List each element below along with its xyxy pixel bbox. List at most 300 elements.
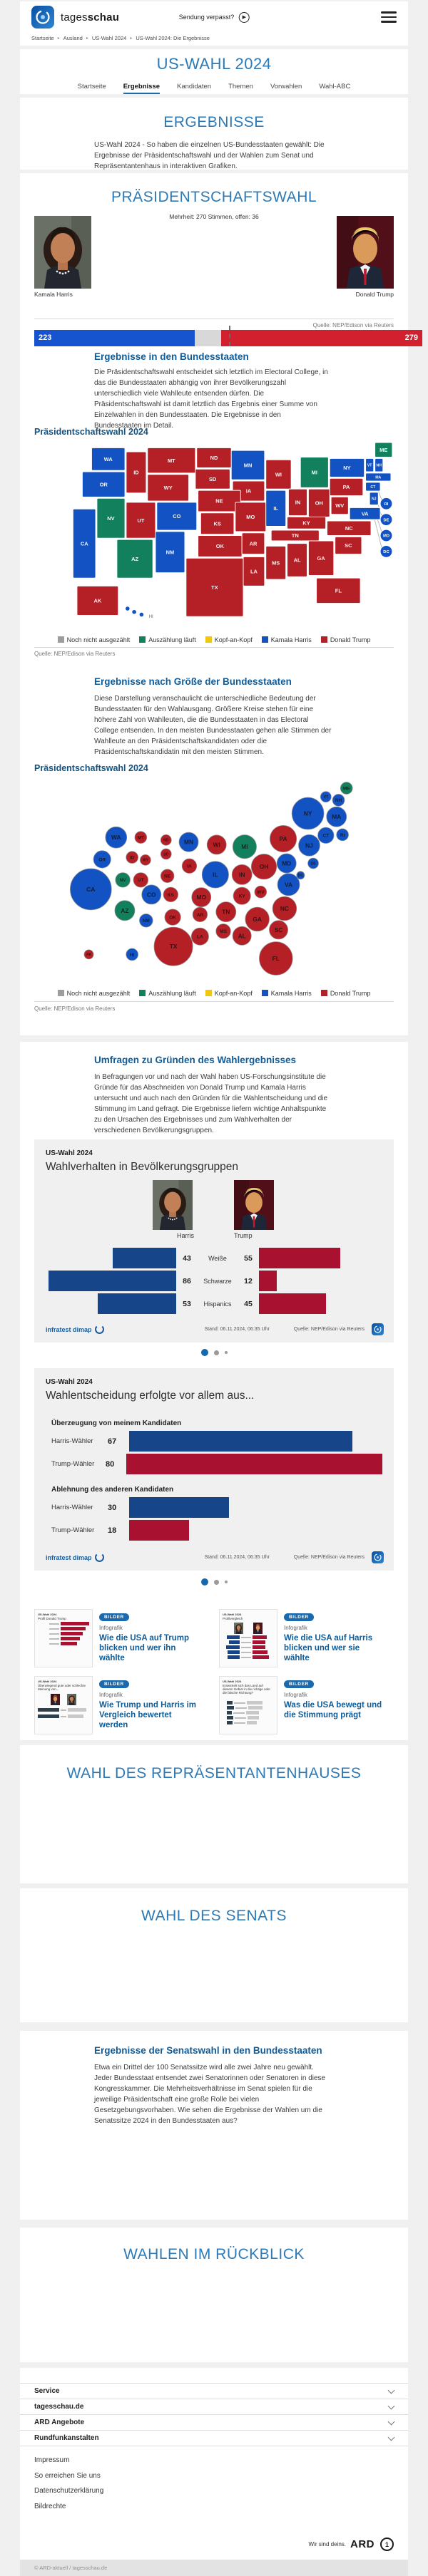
tab-vorwahlen[interactable]: Vorwahlen [270,83,302,90]
svg-text:TX: TX [211,584,218,591]
infographic-title: Wahlentscheidung erfolgte vor allem aus... [46,1390,255,1402]
legend-swatch [205,636,212,643]
senatswahl-heading[interactable]: Ergebnisse der Senatswahl in den Bundesstaaten [94,2045,322,2056]
svg-text:OK: OK [215,543,224,550]
teaser-title[interactable]: Wie Trump und Harris im Vergleich bewertet werden [99,1701,197,1729]
breadcrumb-item[interactable]: Startseite [31,35,54,41]
svg-text:IN: IN [239,871,245,879]
harris-bar [98,1293,176,1314]
menu-icon[interactable] [381,11,397,22]
svg-text:NH: NH [376,463,382,468]
teaser-kicker: Infografik [99,1692,123,1698]
svg-text:LA: LA [197,934,203,940]
tab-ergebnisse[interactable]: Ergebnisse [123,83,160,94]
divider [34,647,394,648]
value-bar [129,1431,352,1452]
infographic-wahlentscheidung [34,1368,394,1571]
row-value: 18 [108,1526,117,1535]
bilder-badge: BILDER [284,1680,314,1688]
harris-value: 86 [183,1276,191,1286]
infographic-kicker: US-Wahl 2024 [46,1149,93,1157]
svg-text:OR: OR [98,857,106,863]
breadcrumb-item[interactable]: Ausland [63,35,83,41]
svg-text:RI: RI [340,832,345,838]
svg-text:LA: LA [250,568,258,575]
svg-text:TN: TN [291,532,299,539]
legend-item: Kopf-an-Kopf [205,990,253,997]
carousel-dots [20,1349,408,1356]
tagesschau-mini-icon [372,1551,384,1563]
svg-text:WV: WV [335,502,345,509]
donut-icon [95,1553,104,1562]
candidate-harris [34,216,91,298]
svg-text:UT: UT [137,517,145,524]
legend-swatch [58,990,64,996]
svg-text:MA: MA [332,813,342,821]
trump-bar [259,1271,277,1291]
svg-text:PA: PA [342,484,350,491]
section-praesidentschaftswahl [20,173,418,1035]
infographic-title: Wahlverhalten in Bevölkerungsgruppen [46,1161,238,1173]
teaser-card-4[interactable] [219,1676,394,1734]
demographic-bars [46,1248,382,1316]
svg-text:KY: KY [302,519,310,527]
harris-bar [49,1271,176,1291]
svg-text:MI: MI [311,469,317,476]
footer-accordion-service[interactable] [20,2383,408,2399]
harris-value: 53 [183,1299,191,1308]
divider [34,1001,394,1002]
svg-text:KY: KY [238,894,245,899]
teaser-thumbnail: US-Wahl 2024 Profil Donald Trump [34,1609,93,1667]
svg-text:PA: PA [279,835,287,843]
legend-item: Auszählung läuft [139,636,196,643]
senat-heading: WAHL DES SENATS [141,1908,287,1924]
svg-text:HI: HI [129,952,135,958]
svg-text:MT: MT [167,457,175,464]
svg-text:AK: AK [93,597,102,604]
svg-text:MO: MO [196,894,207,901]
svg-text:NV: NV [107,514,115,522]
svg-text:GA: GA [317,554,325,562]
svg-text:WA: WA [103,455,113,462]
svg-text:SD: SD [208,475,217,482]
teaser-thumbnail: US-Wahl 2024 Entwickelt sich das Land auf diesem Gebiet in die richtige oder die falsche Richtung? [219,1676,277,1734]
decision-row [46,1520,382,1541]
section-senatswahl [20,2031,408,2220]
infographic-wahlverhalten [34,1139,394,1343]
row-label: Harris-Wähler [51,1504,93,1511]
footer-accordion-rundfunkanstalten[interactable] [20,2430,408,2446]
trump-photo-small [234,1180,274,1230]
size-text: Diese Darstellung veranschaulicht die unterschiedliche Bedeutung der Bundesstaaten für den Wahlausgang. Größere Kreise stehen für eine höhere Zahl von Wahlleuten, die die Bundesstaaten in das Electoral College entsenden. In den meisten Bundesstaaten gehen alle Stimmen der Wahlleute an den Präsidentschaftskandidaten oder die Präsidentschaftskandidatin mit den meisten Stimmen. [94,695,332,756]
svg-text:ID: ID [133,469,139,476]
tab-themen[interactable]: Themen [228,83,253,90]
teaser-thumbnail: US-Wahl 2024 Überwiegend gute oder schlechte Meinung von... [34,1676,93,1734]
open-bar-segment [195,330,220,346]
accordion-label: Rundfunkanstalten [34,2434,99,2442]
tagesschau-mini-icon [372,1323,384,1335]
trump-value: 45 [244,1299,253,1308]
play-icon: ▶ [238,12,249,23]
svg-text:VA: VA [285,881,293,889]
svg-text:IL: IL [213,871,218,879]
value-bar [126,1454,382,1474]
header [20,1,408,46]
svg-text:SC: SC [345,542,352,549]
demographic-row [46,1271,382,1291]
tab-bar [20,83,408,94]
svg-text:WY: WY [142,858,148,863]
accordion-label: ARD Angebote [34,2419,85,2426]
group-title: Überzeugung von meinem Kandidaten [51,1419,182,1427]
us-states-choropleth-map[interactable] [34,443,394,623]
svg-text:KS: KS [167,892,174,898]
svg-text:CO: CO [173,513,181,520]
svg-text:SC: SC [274,926,283,933]
trump-bar [259,1293,326,1314]
ard-claim: Wir sind deins. [308,2541,346,2547]
teaser-kicker: Infografik [99,1625,123,1631]
footer-accordion-ard-angebote[interactable] [20,2414,408,2430]
svg-text:NV: NV [119,878,126,884]
svg-text:IN: IN [295,499,301,506]
svg-text:AK: AK [86,953,92,958]
source-note: Quelle: NEP/Edison via Reuters [34,1005,116,1012]
svg-text:VT: VT [323,795,329,800]
legend-item: Noch nicht ausgezählt [58,990,131,997]
harris-bar [113,1248,176,1268]
footer-link[interactable]: So erreichen Sie uns [34,2471,101,2480]
group-title: Ablehnung des anderen Kandidaten [51,1486,174,1494]
section-senat [20,1888,408,2022]
decision-row [46,1497,382,1518]
svg-text:VT: VT [367,463,372,468]
trump-photo [337,216,394,289]
svg-text:TX: TX [169,943,178,951]
svg-text:AL: AL [238,932,246,940]
svg-text:MI: MI [241,843,248,851]
praesidentschaftswahl-heading: PRÄSIDENTSCHAFTSWAHL [111,189,317,205]
svg-text:NY: NY [343,465,351,472]
footer-link[interactable]: Datenschutzerklärung [34,2487,104,2495]
teaser-card-2[interactable] [219,1609,394,1667]
svg-text:NE: NE [215,497,223,505]
row-label: Schwarze [203,1277,232,1285]
svg-text:NC: NC [280,905,289,913]
svg-text:OR: OR [99,481,108,488]
trump-bar-segment [221,330,422,346]
accordion-label: tagesschau.de [34,2403,84,2411]
svg-text:NE: NE [164,874,171,879]
us-states-bubble-map[interactable] [34,779,394,982]
svg-text:WY: WY [163,485,173,492]
majority-note: Mehrheit: 270 Stimmen, offen: 36 [169,213,259,220]
trump-bar [259,1248,340,1268]
infographic-footer [46,1323,384,1335]
legend-swatch [205,990,212,996]
svg-text:NY: NY [303,809,312,817]
row-value: 30 [108,1503,117,1512]
teaser-title[interactable]: Was die USA bewegt und die Stimmung prägt [284,1701,382,1719]
stand-note: Stand: 06.11.2024, 06:35 Uhr [204,1327,270,1332]
harris-name: Kamala Harris [34,291,73,298]
breadcrumb-separator: ▸ [86,36,88,41]
row-label: Weiße [208,1254,227,1262]
legend-item: Donald Trump [321,990,371,997]
bilder-badge: BILDER [284,1613,314,1621]
carousel-dot-active[interactable] [201,1578,208,1586]
svg-text:IA: IA [245,487,252,495]
legend-item: Noch nicht ausgezählt [58,636,131,643]
svg-text:AZ: AZ [131,555,139,562]
bubble-legend [20,990,408,997]
legend-item: Donald Trump [321,636,371,643]
section-repraesentantenhaus [20,1745,408,1883]
title-section [20,49,408,94]
svg-text:HI: HI [148,615,153,619]
repraesentantenhaus-heading: WAHL DES REPRÄSENTANTENHAUSES [66,1765,362,1781]
breadcrumb-item[interactable]: US-Wahl 2024: Die Ergebnisse [136,35,210,41]
brand-schau: schau [87,11,120,24]
svg-text:NC: NC [345,524,353,532]
source-note: Quelle: NEP/Edison via Reuters [34,651,116,657]
rueckblick-heading: WAHLEN IM RÜCKBLICK [123,2246,305,2262]
header-bar [20,1,408,33]
teaser-card-1[interactable] [34,1609,209,1667]
section-rueckblick [20,2228,408,2362]
chevron-down-icon [388,2433,395,2441]
svg-text:CT: CT [322,833,330,839]
demographic-row [46,1248,382,1268]
size-subheading[interactable]: Ergebnisse nach Größe der Bundesstaaten [94,676,292,687]
svg-text:ND: ND [210,455,218,462]
svg-text:OH: OH [315,500,323,507]
harris-photo [34,216,91,289]
section-umfragen [20,1042,408,1740]
footer-links [20,2453,408,2514]
infographic-kicker: US-Wahl 2024 [46,1378,93,1386]
teaser-title[interactable]: Wie die USA auf Trump blicken und wer ihn wählte [99,1634,189,1662]
quelle-note: Quelle: NEP/Edison via Reuters [293,1327,365,1332]
svg-text:AR: AR [249,540,258,547]
trump-votes: 279 [404,333,418,342]
candidate-trump [337,216,394,298]
decision-row [46,1454,382,1474]
legend-item: Kamala Harris [262,636,312,643]
legend-swatch [262,636,268,643]
footer-accordion-tagesschau-de[interactable] [20,2399,408,2414]
trump-value: 55 [244,1253,253,1263]
sendung-label: Sendung verpasst? [178,14,235,21]
legend-swatch [262,990,268,996]
svg-text:DE: DE [310,862,316,867]
svg-text:NM: NM [142,919,150,924]
states-text: Die Präsidentschaftswahl entscheidet sich letztlich im Electoral College, in das die Bundesstaaten abhängig von ihrer Bevölkerungszahl unterschiedlich viele Wahlleute entsenden dürfen. Die Präsidentschaftswahl ist damit letztlich das Ergebnis einer Summe von Einzelwahlen in den Bundesstaaten. Die Ergebnisse in den Bundesstaaten im Detail. [94,368,328,430]
donut-icon [95,1325,104,1334]
carousel-dot-active[interactable] [201,1349,208,1356]
infographic-footer [46,1551,384,1563]
tagesschau-logo-icon[interactable] [31,6,54,29]
brand-wordmark[interactable] [61,11,119,24]
infratest-dimap-logo: infratest dimap [46,1325,104,1334]
svg-text:AZ: AZ [121,906,129,914]
svg-text:DE: DE [383,518,389,523]
svg-text:GA: GA [253,915,262,923]
legend-swatch [58,636,64,643]
svg-text:NJ: NJ [305,842,313,849]
svg-text:IL: IL [273,505,279,512]
svg-text:IA: IA [187,864,192,869]
carousel-dot[interactable] [225,1581,228,1583]
svg-text:AR: AR [196,912,204,918]
svg-text:CT: CT [370,485,376,490]
svg-text:NJ: NJ [371,497,377,502]
quelle-note: Quelle: NEP/Edison via Reuters [293,1555,365,1560]
svg-text:CA: CA [86,885,96,893]
copyright-bar: © ARD-aktuell / tagesschau.de [20,2560,408,2576]
footer-link[interactable]: Impressum [34,2456,70,2464]
teaser-thumbnail: US-Wahl 2024 Profilvergleich [219,1609,277,1667]
row-label: Trump-Wähler [51,1526,95,1534]
section-ergebnisse [20,98,408,170]
column-label-harris: Harris [177,1232,194,1239]
accordion-label: Service [34,2387,60,2395]
svg-text:MO: MO [246,514,255,521]
teaser-kicker: Infografik [284,1625,307,1631]
legend-item: Kamala Harris [262,990,312,997]
decision-row [46,1431,382,1452]
svg-text:MD: MD [282,859,292,867]
umfragen-text: In Befragungen vor und nach der Wahl haben US-Forschungsinstitute die Gründe für das Abschneiden von Donald Trump und Kamala Harris untersucht und auch nach den Gründen für die Wahlentscheidung und die Stimmung im Land gefragt. Die Ergebnisse liefern wichtige Anhaltspunkte zu den Ursachen des Ergebnisses und zum Wahlverhalten der verschiedenen Bevölkerungsgruppen. [94,1073,328,1134]
svg-text:MN: MN [243,462,253,469]
ergebnisse-text: US-Wahl 2024 - So haben die einzelnen US-Bundesstaaten gewählt: Die Ergebnisse der Präsidentschaftswahl und der Wahlen zum Senat und Repräsentantenhaus in interaktiven Grafiken. [94,141,325,170]
legend-item: Kopf-an-Kopf [205,636,253,643]
source-note: Quelle: NEP/Edison via Reuters [312,322,394,329]
svg-text:DC: DC [297,874,304,879]
legend-swatch [139,990,146,996]
svg-text:WI: WI [213,841,220,849]
legend-swatch [139,636,146,643]
svg-text:FL: FL [335,587,342,594]
majority-marker [229,326,230,346]
legend-item: Auszählung läuft [139,990,196,997]
brand-tages: tages [61,11,88,24]
map-legend [20,636,408,643]
ard-one-icon: 1 [380,2538,394,2551]
states-subheading[interactable]: Ergebnisse in den Bundesstaaten [94,351,249,362]
legend-swatch [321,636,327,643]
breadcrumb-item[interactable]: US-Wahl 2024 [91,35,127,41]
svg-text:OK: OK [169,915,177,921]
svg-text:NM: NM [165,549,175,556]
umfragen-heading[interactable]: Umfragen zu Gründen des Wahlergebnisses [94,1055,297,1065]
svg-text:WA: WA [111,834,121,842]
value-bar [129,1520,189,1541]
svg-text:CA: CA [80,540,88,547]
svg-text:CO: CO [146,891,156,899]
decision-bars [46,1419,382,1543]
teaser-grid [34,1609,394,1734]
row-label: Hispanics [203,1300,232,1308]
carousel-dot[interactable] [225,1351,228,1354]
breadcrumb [20,33,408,41]
svg-text:MD: MD [382,534,389,539]
bubble-chart-label: Präsidentschaftswahl 2024 [34,763,148,773]
teaser-title[interactable]: Wie die USA auf Harris blicken und wer sie wählte [284,1634,373,1662]
svg-text:MT: MT [137,835,145,841]
footer-accordion [20,2383,408,2446]
demographic-row [46,1293,382,1314]
map-chart-label: Präsidentschaftswahl 2024 [34,427,148,437]
row-value: 67 [108,1437,117,1446]
svg-text:VA: VA [361,510,369,517]
trump-name: Donald Trump [355,291,394,298]
carousel-dots [20,1578,408,1586]
column-label-trump: Trump [234,1232,253,1239]
svg-text:NH: NH [335,798,342,804]
chevron-down-icon [388,2418,395,2425]
svg-text:MS: MS [272,559,280,567]
row-value: 80 [105,1459,115,1469]
ard-logo [309,2538,394,2551]
bilder-badge: BILDER [99,1613,129,1621]
breadcrumb-separator: ▸ [130,36,133,41]
harris-value: 43 [183,1253,191,1263]
senatswahl-text: Etwa ein Drittel der 100 Senatssitze wird alle zwei Jahre neu gewählt. Jeder Bundesstaat entsendet zwei Senatorinnen oder Senatoren in diese Kongresskammer. Die Mehrheitsverhältnisse im Senat spielen für die jeweilige Präsidentschaft eine große Rolle bei vielen Gesetzgebungsvorhaben. Wie sehen die Ergebnisse der Wahlen um die Senatssitze 2024 in den Bundesstaaten aus? [94,2064,326,2125]
teaser-card-3[interactable] [34,1676,209,1734]
footer [20,2368,408,2560]
svg-text:ME: ME [379,446,388,453]
svg-text:SD: SD [163,852,169,857]
chevron-down-icon [388,2402,395,2409]
electoral-result-bar[interactable] [34,330,422,346]
breadcrumb-separator: ▸ [57,36,60,41]
page-title: US-WAHL 2024 [156,55,272,73]
svg-text:FL: FL [272,955,280,963]
tab-wahl-abc[interactable]: Wahl-ABC [319,83,351,90]
tab-startseite[interactable]: Startseite [77,83,106,90]
carousel-dot[interactable] [214,1350,219,1355]
svg-text:MN: MN [184,838,194,846]
svg-text:TN: TN [222,908,230,916]
footer-link[interactable]: Bildrechte [34,2502,66,2510]
row-label: Trump-Wähler [51,1460,95,1468]
svg-text:MA: MA [375,475,382,480]
row-label: Harris-Wähler [51,1437,93,1445]
svg-text:RI: RI [384,502,389,507]
harris-bar-segment [34,330,195,346]
svg-text:ND: ND [163,838,169,843]
harris-votes: 223 [39,333,52,342]
bilder-badge: BILDER [99,1680,129,1688]
svg-text:KS: KS [213,520,221,527]
tab-kandidaten[interactable]: Kandidaten [177,83,212,90]
svg-text:WI: WI [275,471,282,478]
svg-text:ID: ID [129,855,135,861]
sendung-verpasst-link[interactable] [179,12,250,23]
carousel-dot[interactable] [214,1580,219,1585]
value-bar [129,1497,229,1518]
trump-value: 12 [244,1276,253,1286]
stand-note: Stand: 06.11.2024, 06:35 Uhr [204,1555,270,1560]
ergebnisse-heading: ERGEBNISSE [163,114,265,130]
ard-wordmark: ARD [350,2538,374,2550]
chevron-down-icon [388,2386,395,2394]
harris-photo-small [153,1180,193,1230]
svg-text:WV: WV [257,890,265,896]
svg-text:MS: MS [220,929,227,935]
